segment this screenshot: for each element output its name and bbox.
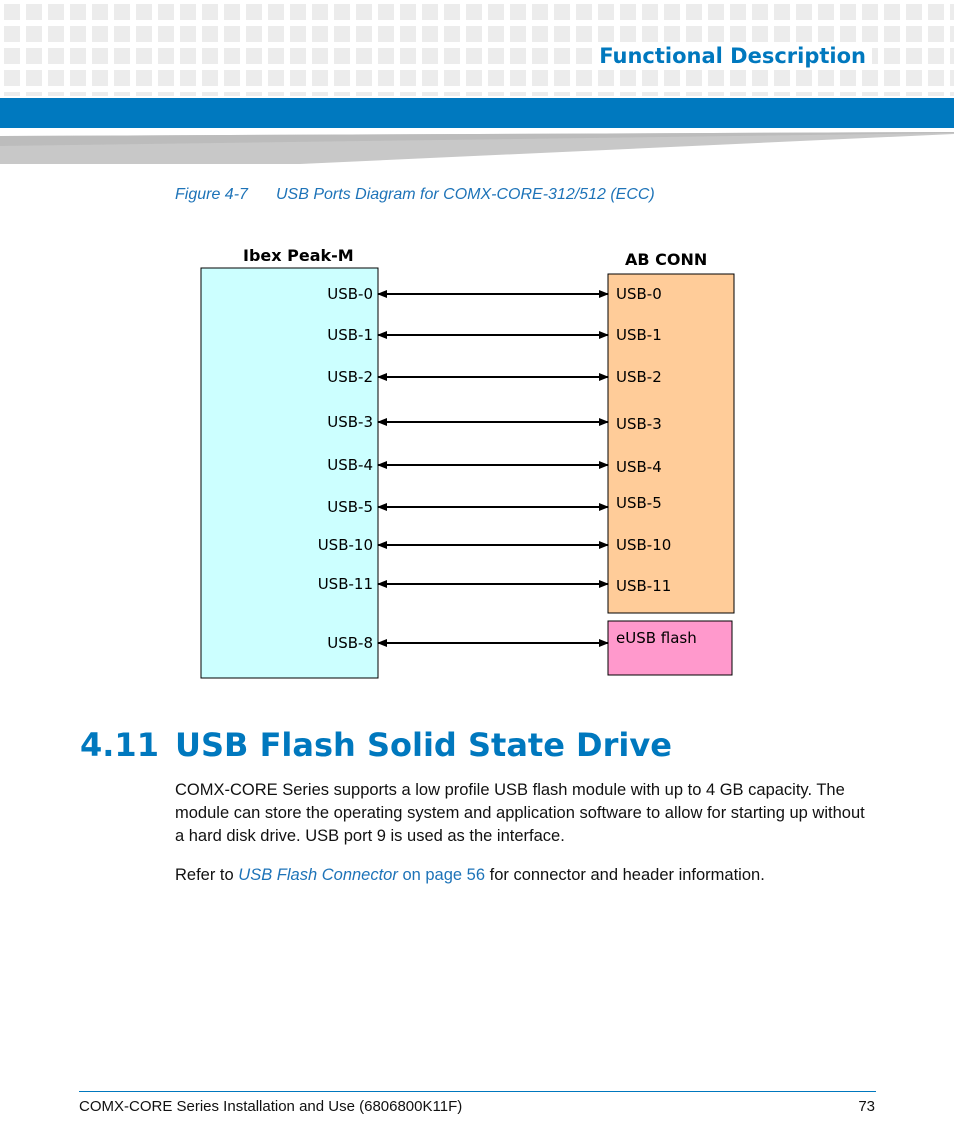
figure-title: USB Ports Diagram for COMX-CORE-312/512 (ECC): [276, 186, 655, 203]
link-title: USB Flash Connector: [238, 866, 398, 884]
section-title: USB Flash Solid State Drive: [175, 726, 672, 764]
body-paragraph-2: [175, 864, 865, 887]
figure-caption: [175, 186, 655, 204]
left-port-usb-3: USB-3: [327, 413, 373, 431]
right-port-usb-4: USB-4: [616, 458, 662, 476]
footer-rule: [79, 1091, 876, 1092]
eusb-flash-label: eUSB flash: [616, 629, 697, 647]
ab-conn-block: [608, 274, 734, 613]
header-grey-wedge: [0, 128, 954, 164]
right-port-usb-3: USB-3: [616, 415, 662, 433]
left-port-usb-1: USB-1: [327, 326, 373, 344]
right-block-title: AB CONN: [625, 250, 708, 269]
right-port-usb-0: USB-0: [616, 285, 662, 303]
section-number: 4.11: [80, 726, 159, 764]
left-port-usb-2: USB-2: [327, 368, 373, 386]
right-port-usb-1: USB-1: [616, 326, 662, 344]
usb-flash-connector-link[interactable]: [238, 866, 485, 884]
left-port-usb-0: USB-0: [327, 285, 373, 303]
header-section-title: Functional Description: [593, 42, 872, 70]
port-connection-arrows: [378, 294, 608, 643]
header-blue-bar: [0, 98, 954, 128]
left-port-usb-5: USB-5: [327, 498, 373, 516]
right-port-usb-10: USB-10: [616, 536, 672, 554]
left-port-usb-11: USB-11: [317, 575, 373, 593]
right-port-usb-11: USB-11: [616, 577, 672, 595]
left-port-usb-10: USB-10: [317, 536, 373, 554]
figure-number: Figure 4-7: [175, 186, 248, 203]
body-paragraph-1: COMX-CORE Series supports a low profile USB flash module with up to 4 GB capacity. The module can store the operating system and application software to allow for starting up without a hard disk drive. USB port 9 is used as the interface.: [175, 781, 865, 845]
footer-doc-title: COMX-CORE Series Installation and Use (6806800K11F): [79, 1098, 463, 1115]
para2-suffix: for connector and header information.: [485, 866, 765, 884]
section-heading: [80, 726, 672, 764]
left-block-title: Ibex Peak-M: [243, 246, 354, 265]
link-page: on page 56: [397, 866, 486, 884]
right-port-usb-5: USB-5: [616, 494, 662, 512]
left-port-usb-8: USB-8: [327, 634, 373, 652]
footer-page-number: 73: [858, 1098, 875, 1115]
right-port-usb-2: USB-2: [616, 368, 662, 386]
usb-ports-diagram: [190, 238, 750, 688]
left-port-usb-4: USB-4: [327, 456, 373, 474]
para2-prefix: Refer to: [175, 866, 239, 884]
